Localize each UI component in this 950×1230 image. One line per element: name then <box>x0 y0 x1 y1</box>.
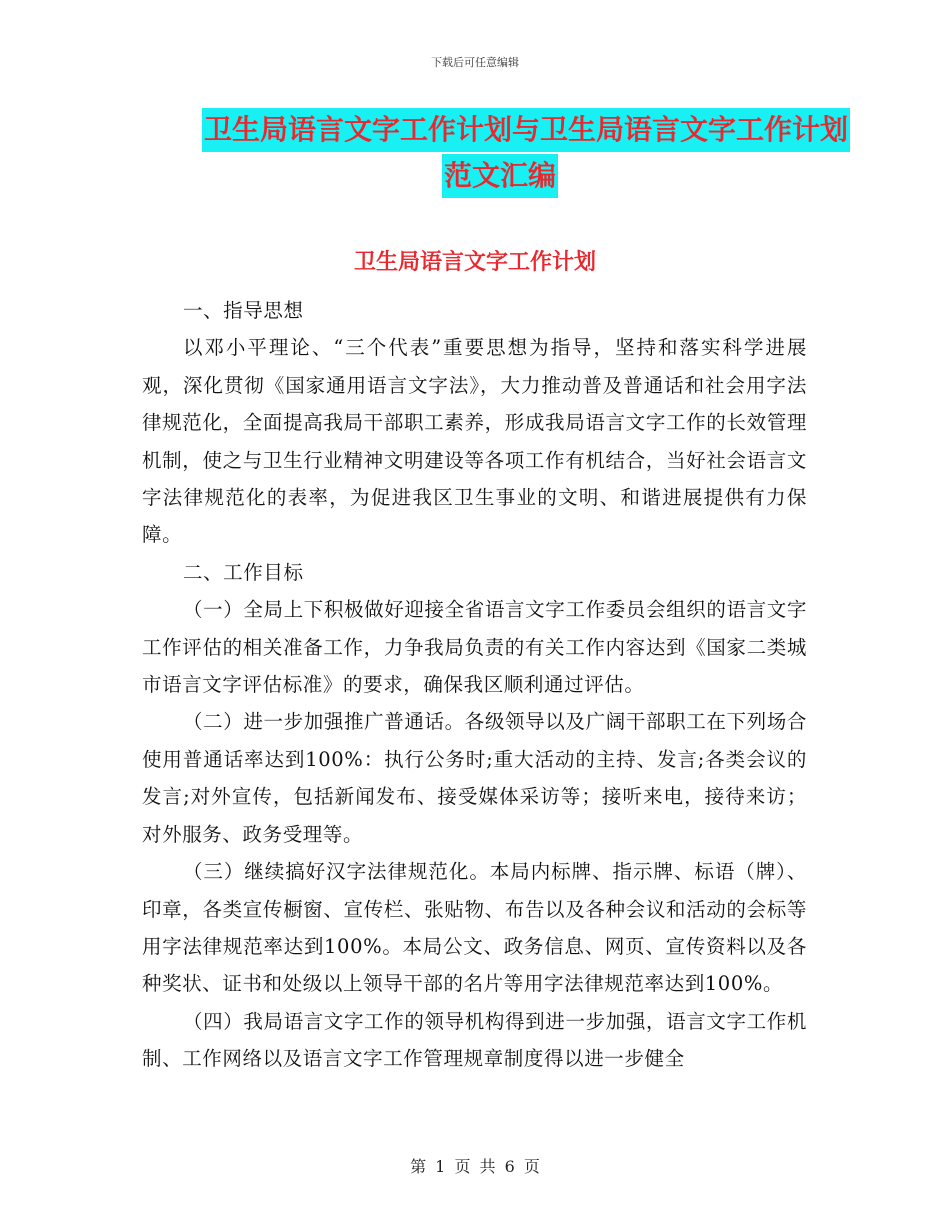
header-note: 下载后可任意编辑 <box>431 56 519 69</box>
title-line-1: 卫生局语言文字工作计划与卫生局语言文字工作计划 <box>202 108 850 152</box>
paragraph: （二）进一步加强推广普通话。各级领导以及广阔干部职工在下列场合使用普通话率达到100%：执行公务时;重大活动的主持、发言;各类会议的发言;对外宣传，包括新闻发布、接受媒体采访等；接听来电，接待来访；对外服务、政务受理等。 <box>142 710 807 846</box>
paragraph: （一）全局上下积极做好迎接全省语言文字工作委员会组织的语言文字工作评估的相关准备工作，力争我局负责的有关工作内容达到《国家二类城市语言文字评估标准》的要求，确保我区顺利通过评估。 <box>142 598 807 697</box>
section-title: 卫生局语言文字工作计划 <box>353 250 596 275</box>
paragraph: （三）继续搞好汉字法律规范化。本局内标牌、指示牌、标语（牌）、印章，各类宣传橱窗、宣传栏、张贴物、布告以及各种会议和活动的会标等用字法律规范率达到100%。本局公文、政务信息、网页、宣传资料以及各种奖状、证书和处级以上领导干部的名片等用字法律规范率达到100%。 <box>142 860 807 996</box>
heading-work-goals: 二、工作目标 <box>182 560 304 584</box>
document-title <box>140 108 860 198</box>
paragraph: 以邓小平理论、“三个代表”重要思想为指导，坚持和落实科学进展观，深化贯彻《国家通用语言文字法》，大力推动普及普通话和社会用字法律规范化，全面提高我局干部职工素养，形成我局语言文字工作的长效管理机制，使之与卫生行业精神文明建设等各项工作有机结合，当好社会语言文字法律规范化的表率，为促进我区卫生事业的文明、和谐进展提供有力保障。 <box>142 336 807 547</box>
paragraph: （四）我局语言文字工作的领导机构得到进一步加强，语言文字工作机制、工作网络以及语言文字工作管理规章制度得以进一步健全 <box>142 1009 807 1071</box>
heading-guiding-ideology: 一、指导思想 <box>182 299 304 322</box>
body-text <box>142 292 807 1078</box>
title-line-2: 范文汇编 <box>442 154 558 198</box>
page-footer: 第 1 页 共 6 页 <box>410 1157 540 1176</box>
